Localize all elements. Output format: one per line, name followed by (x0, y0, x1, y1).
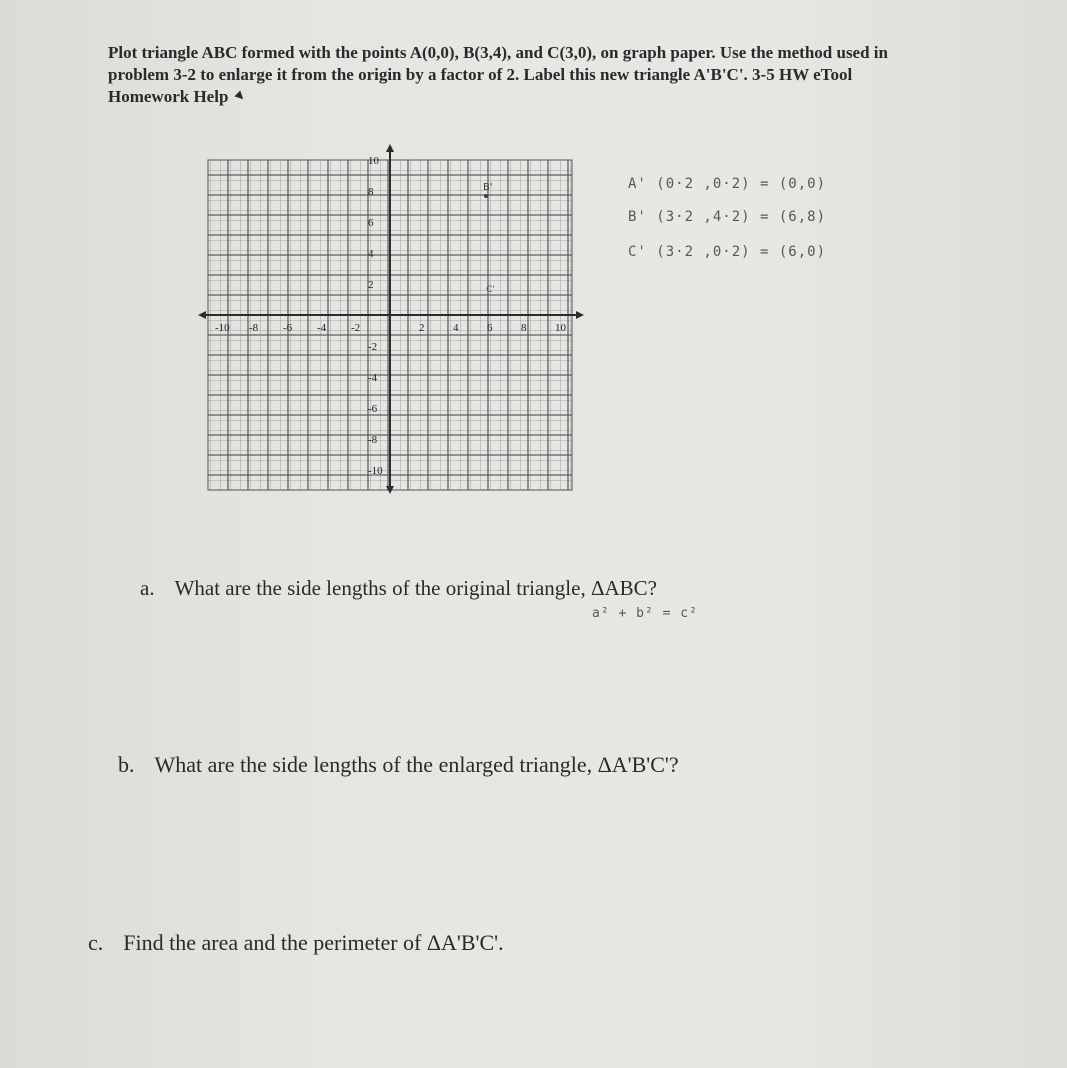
grid-svg (190, 140, 590, 500)
x-tick-label: 8 (521, 322, 527, 334)
x-axis-arrow-left (198, 311, 206, 319)
y-tick-label: -8 (368, 434, 378, 446)
x-tick-label: 6 (487, 322, 493, 334)
problem-line-1: Plot triangle ABC formed with the points A(0,0), B(3,4), and C(3,0), on graph paper. Use the method used in (108, 43, 888, 62)
work-pythagorean: a² + b² = c² (592, 606, 698, 621)
x-tick-label: -2 (351, 322, 361, 334)
x-tick-label: 10 (555, 322, 566, 334)
y-tick-label: -10 (368, 465, 383, 477)
x-tick-label: -10 (215, 322, 230, 334)
y-tick-label: 2 (368, 279, 374, 291)
y-tick-label: 6 (368, 217, 374, 229)
x-tick-label: 4 (453, 322, 459, 334)
problem-statement (108, 42, 1048, 108)
y-tick-label: -2 (368, 341, 378, 353)
question-c (88, 930, 504, 956)
homework-help-link[interactable] (108, 86, 252, 108)
question-b-letter: b. (118, 752, 135, 777)
y-tick-label: 8 (368, 186, 374, 198)
x-tick-label: -4 (317, 322, 327, 334)
question-a (140, 576, 657, 601)
problem-line-2: problem 3-2 to enlarge it from the origin by a factor of 2. Label this new triangle A'B'C'. 3-5 HW eTool (108, 65, 853, 84)
question-b-text: What are the side lengths of the enlarged triangle, ΔA'B'C'? (154, 752, 679, 777)
x-tick-label: 2 (419, 322, 425, 334)
y-tick-label: -6 (368, 403, 378, 415)
point-b-prime (484, 194, 488, 198)
homework-help-label: Homework Help (108, 87, 229, 106)
arrow-icon: ▼ (230, 86, 252, 107)
question-c-text: Find the area and the perimeter of ΔA'B'C'. (123, 930, 504, 955)
y-tick-label: -4 (368, 372, 378, 384)
x-tick-label: -8 (249, 322, 259, 334)
y-tick-label: 10 (368, 155, 379, 167)
work-b-prime: B' (3·2 ,4·2) = (6,8) (628, 209, 827, 225)
question-b (118, 752, 679, 778)
handwritten-c-prime: C' (486, 285, 495, 295)
x-tick-label: -6 (283, 322, 293, 334)
handwritten-b-prime: B' (483, 182, 493, 193)
y-tick-label: 4 (368, 248, 374, 260)
coordinate-grid (190, 140, 590, 500)
work-a-prime: A' (0·2 ,0·2) = (0,0) (628, 176, 827, 192)
question-a-text: What are the side lengths of the original triangle, ΔABC? (174, 576, 657, 600)
x-axis-arrow-right (576, 311, 584, 319)
question-a-letter: a. (140, 576, 155, 600)
question-c-letter: c. (88, 930, 104, 955)
work-c-prime: C' (3·2 ,0·2) = (6,0) (628, 244, 827, 260)
y-axis-arrow-top (386, 144, 394, 152)
